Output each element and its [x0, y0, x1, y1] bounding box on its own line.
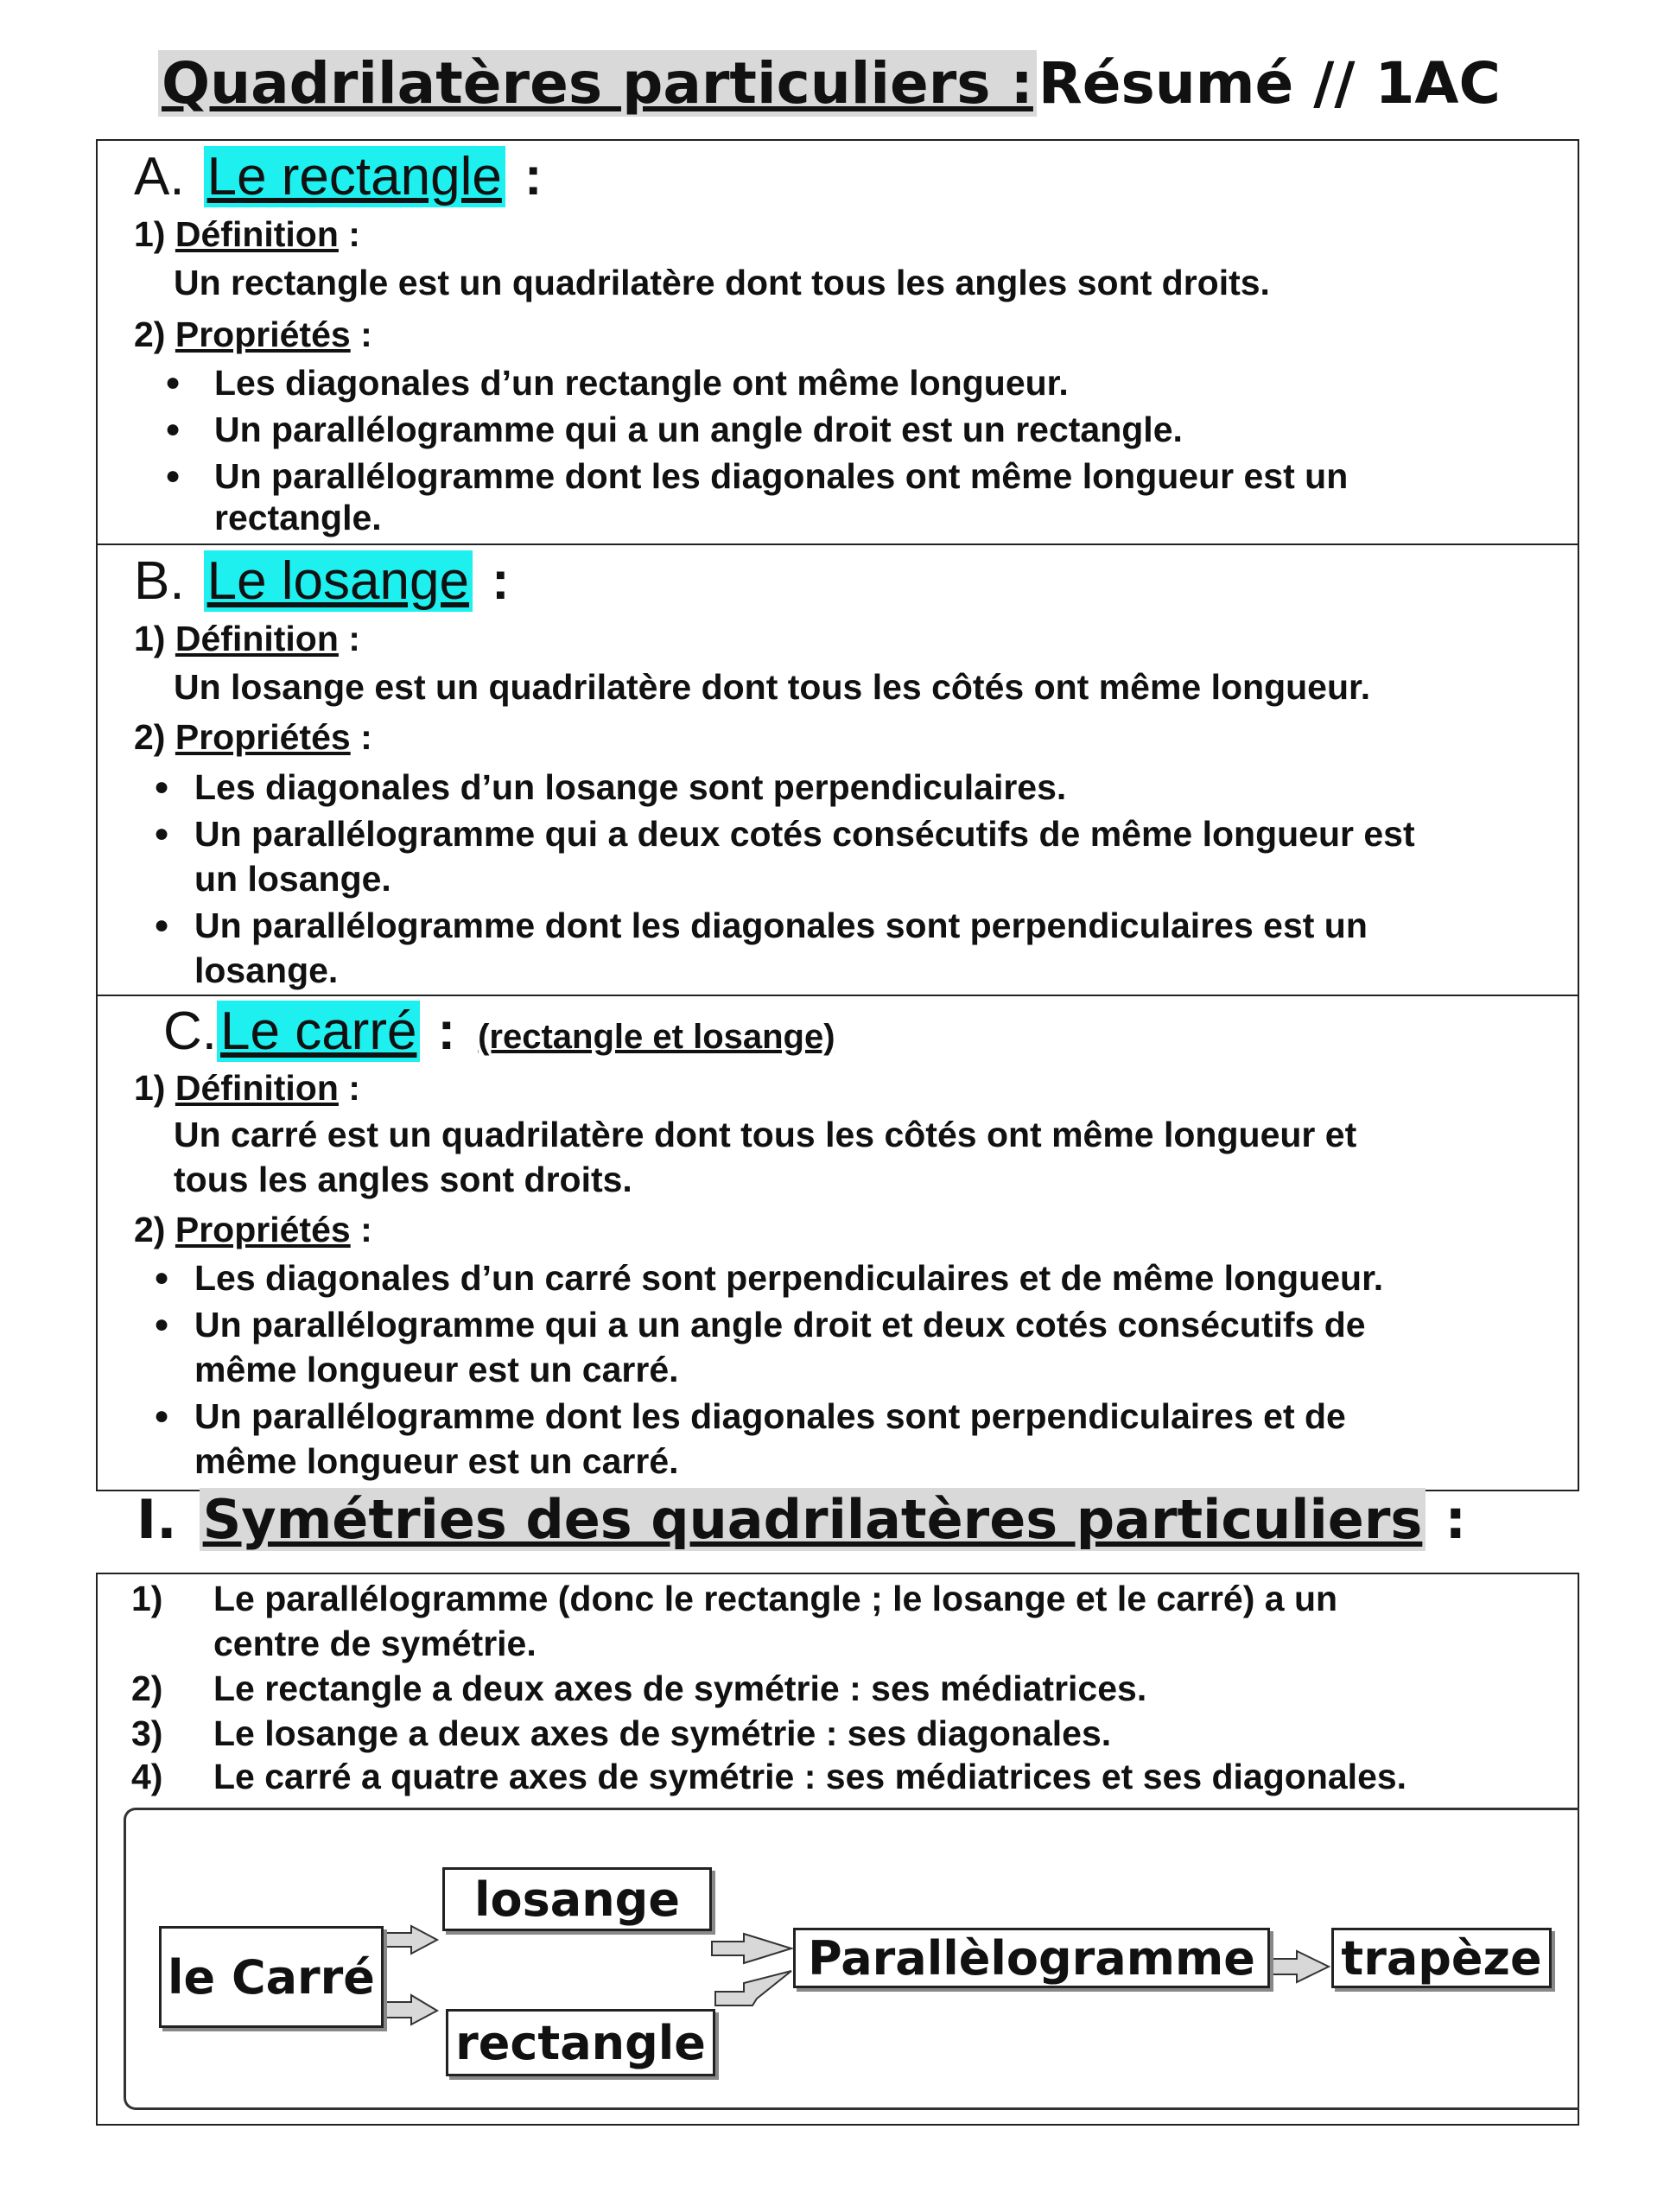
definition-text: Un rectangle est un quadrilatère dont tous les angles sont droits. — [174, 263, 1270, 302]
node-carre: le Carré — [159, 1926, 384, 2028]
symmetry-item: Le rectangle a deux axes de symétrie : ses médiatrices. — [213, 1669, 1147, 1708]
node-parallelogramme: Parallèlogramme — [793, 1928, 1270, 1988]
section-carre — [98, 995, 1578, 1490]
properties-label: 2) Propriétés : — [134, 717, 372, 757]
definition-text: Un carré est un quadrilatère dont tous les côtés ont même longueur et — [174, 1115, 1357, 1154]
section-letter: B. — [134, 550, 185, 611]
symmetry-title: Symétries des quadrilatères particuliers — [200, 1488, 1426, 1551]
item-number: 3) — [131, 1713, 163, 1753]
definition-label: 1) Définition : — [134, 619, 360, 658]
section-colon: : — [524, 146, 543, 207]
symmetry-item: Le losange a deux axes de symétrie : ses diagonales. — [213, 1713, 1112, 1753]
section-title: Le losange — [204, 550, 473, 612]
definition-text: Un losange est un quadrilatère dont tous les côtés ont même longueur. — [174, 667, 1371, 707]
property-item: Un parallélogramme dont les diagonales sont perpendiculaires et de — [194, 1396, 1346, 1436]
section-heading — [134, 141, 543, 212]
hierarchy-diagram — [124, 1808, 1579, 2110]
item-number: 1) — [131, 1579, 163, 1618]
section-note: (rectangle et losange) — [478, 1017, 835, 1056]
section-rectangle — [98, 141, 1578, 543]
symmetry-item: Le parallélogramme (donc le rectangle ; le losange et le carré) a un — [213, 1579, 1338, 1618]
section-letter: A. — [134, 146, 185, 207]
symmetry-numeral: I. — [137, 1488, 177, 1551]
section-colon: : — [491, 550, 510, 611]
item-number: 4) — [131, 1757, 163, 1796]
definition-label: 1) Définition : — [134, 214, 360, 254]
section-heading — [134, 545, 510, 616]
section-colon: : — [437, 1001, 456, 1061]
section-losange — [98, 543, 1578, 995]
section-title: Le carré — [217, 1001, 420, 1062]
arrow-icon — [712, 1934, 791, 1963]
node-losange: losange — [442, 1867, 712, 1931]
symmetry-colon: : — [1445, 1488, 1467, 1551]
property-item: Les diagonales d’un carré sont perpendiculaires et de même longueur. — [194, 1258, 1384, 1298]
properties-label: 2) Propriétés : — [134, 1210, 372, 1249]
arrow-icon — [384, 1995, 437, 2024]
property-item: Les diagonales d’un losange sont perpendiculaires. — [194, 767, 1067, 807]
properties-label: 2) Propriétés : — [134, 315, 372, 354]
summary-box — [96, 139, 1579, 1491]
section-letter: C. — [163, 1001, 217, 1061]
title-main: Quadrilatères particuliers : — [158, 50, 1037, 117]
bullet-icon: ● — [154, 1263, 170, 1292]
property-item: Un parallélogramme qui a un angle droit et deux cotés consécutifs de — [194, 1305, 1366, 1344]
node-rectangle: rectangle — [446, 2009, 715, 2076]
property-item: Un parallélogramme qui a un angle droit est un rectangle. — [214, 410, 1183, 449]
property-item-cont: même longueur est un carré. — [194, 1441, 679, 1481]
bullet-icon: ● — [165, 368, 181, 397]
property-item-cont: même longueur est un carré. — [194, 1350, 679, 1389]
bullet-icon: ● — [154, 911, 170, 939]
property-item-cont: un losange. — [194, 859, 391, 899]
definition-label: 1) Définition : — [134, 1068, 360, 1108]
symmetry-item-cont: centre de symétrie. — [213, 1624, 537, 1663]
node-trapeze: trapèze — [1331, 1928, 1552, 1988]
title-sub: Résumé // 1AC — [1038, 49, 1501, 117]
section-heading — [163, 996, 835, 1065]
bullet-icon: ● — [154, 819, 170, 848]
section-title: Le rectangle — [204, 146, 505, 207]
property-item: Un parallélogramme dont les diagonales sont perpendiculaires est un — [194, 906, 1368, 945]
property-item: Un parallélogramme qui a deux cotés consécutifs de même longueur est — [194, 814, 1415, 854]
page-title — [158, 41, 1501, 124]
bullet-icon: ● — [154, 772, 170, 801]
symmetry-heading — [137, 1488, 1466, 1551]
arrow-icon — [715, 1971, 791, 2005]
bullet-icon: ● — [165, 415, 181, 443]
bullet-icon: ● — [154, 1402, 170, 1430]
property-item-cont: losange. — [194, 950, 339, 990]
arrow-icon — [384, 1926, 437, 1954]
property-item: Les diagonales d’un rectangle ont même longueur. — [214, 363, 1069, 403]
arrow-icon — [1271, 1951, 1329, 1982]
property-item-cont: rectangle. — [214, 498, 382, 537]
symmetry-item: Le carré a quatre axes de symétrie : ses médiatrices et ses diagonales. — [213, 1757, 1407, 1796]
item-number: 2) — [131, 1669, 163, 1708]
property-item: Un parallélogramme dont les diagonales ont même longueur est un — [214, 456, 1349, 496]
definition-text-cont: tous les angles sont droits. — [174, 1160, 632, 1199]
bullet-icon: ● — [165, 461, 181, 490]
bullet-icon: ● — [154, 1310, 170, 1338]
